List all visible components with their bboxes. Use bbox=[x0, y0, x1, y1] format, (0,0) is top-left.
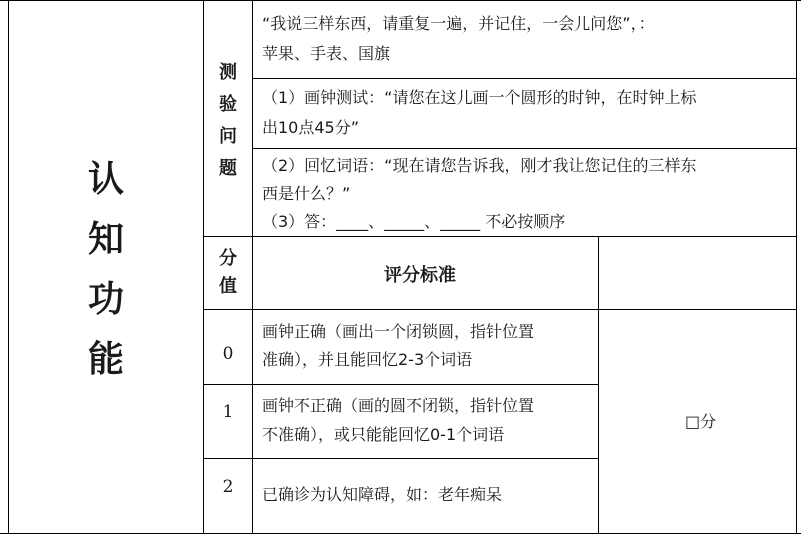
label-char: 值 bbox=[219, 276, 237, 297]
criteria-text: 已确诊为认知障碍，如：老年痴呆 bbox=[262, 485, 503, 504]
label-char: 问 bbox=[219, 126, 237, 147]
label-char: 测 bbox=[219, 62, 237, 83]
left-border bbox=[8, 0, 9, 534]
score-value: 2 bbox=[222, 477, 234, 497]
label-char: 验 bbox=[219, 94, 237, 115]
criteria-text: 不准确），或只能能回忆0-1个词语 bbox=[262, 425, 505, 444]
score-value: 0 bbox=[222, 344, 234, 364]
right-border bbox=[796, 0, 797, 534]
row-sep-6 bbox=[203, 458, 599, 459]
answer-line: （3）答：____、_____、_____ 不必按顺序 bbox=[262, 212, 566, 231]
question-instruction: 苹果、手表、国旗 bbox=[262, 44, 391, 63]
bottom-border bbox=[0, 533, 801, 534]
section-title-char: 认 bbox=[87, 159, 124, 200]
criteria-text: 准确），并且能回忆2-3个词语 bbox=[262, 350, 473, 369]
row-sep-5 bbox=[203, 384, 599, 385]
section-title-char: 功 bbox=[87, 279, 124, 320]
score-value: 1 bbox=[222, 402, 234, 422]
score-box[interactable]: □分 bbox=[685, 412, 717, 431]
criteria-text: 画钟不正确（画的圆不闭锁，指针位置 bbox=[262, 396, 535, 415]
criteria-header: 评分标准 bbox=[384, 265, 456, 286]
label-divider bbox=[252, 0, 253, 534]
label-char: 分 bbox=[219, 248, 237, 269]
section-divider bbox=[203, 0, 204, 534]
criteria-text: 画钟正确（画出一个闭锁圆，指针位置 bbox=[262, 322, 535, 341]
row-sep-1 bbox=[252, 78, 797, 79]
word-recall-question: （2）回忆词语：“现在请您告诉我，刚才我让您记住的三样东 bbox=[262, 156, 697, 175]
question-instruction: “我说三样东西，请重复一遍，并记住，一会儿问您”，： bbox=[262, 14, 655, 33]
clock-drawing-question: （1）画钟测试：“请您在这儿画一个圆形的时钟，在时钟上标 bbox=[262, 88, 697, 107]
section-title-char: 知 bbox=[87, 219, 124, 260]
row-sep-3 bbox=[203, 236, 797, 237]
label-char: 题 bbox=[219, 158, 237, 179]
top-border bbox=[0, 0, 801, 1]
word-recall-question: 西是什么？” bbox=[262, 184, 351, 203]
clock-drawing-question: 出10点45分” bbox=[262, 118, 360, 137]
section-title-char: 能 bbox=[87, 339, 124, 380]
row-sep-2 bbox=[252, 148, 797, 149]
row-sep-4 bbox=[203, 309, 797, 310]
criteria-divider bbox=[598, 236, 599, 534]
